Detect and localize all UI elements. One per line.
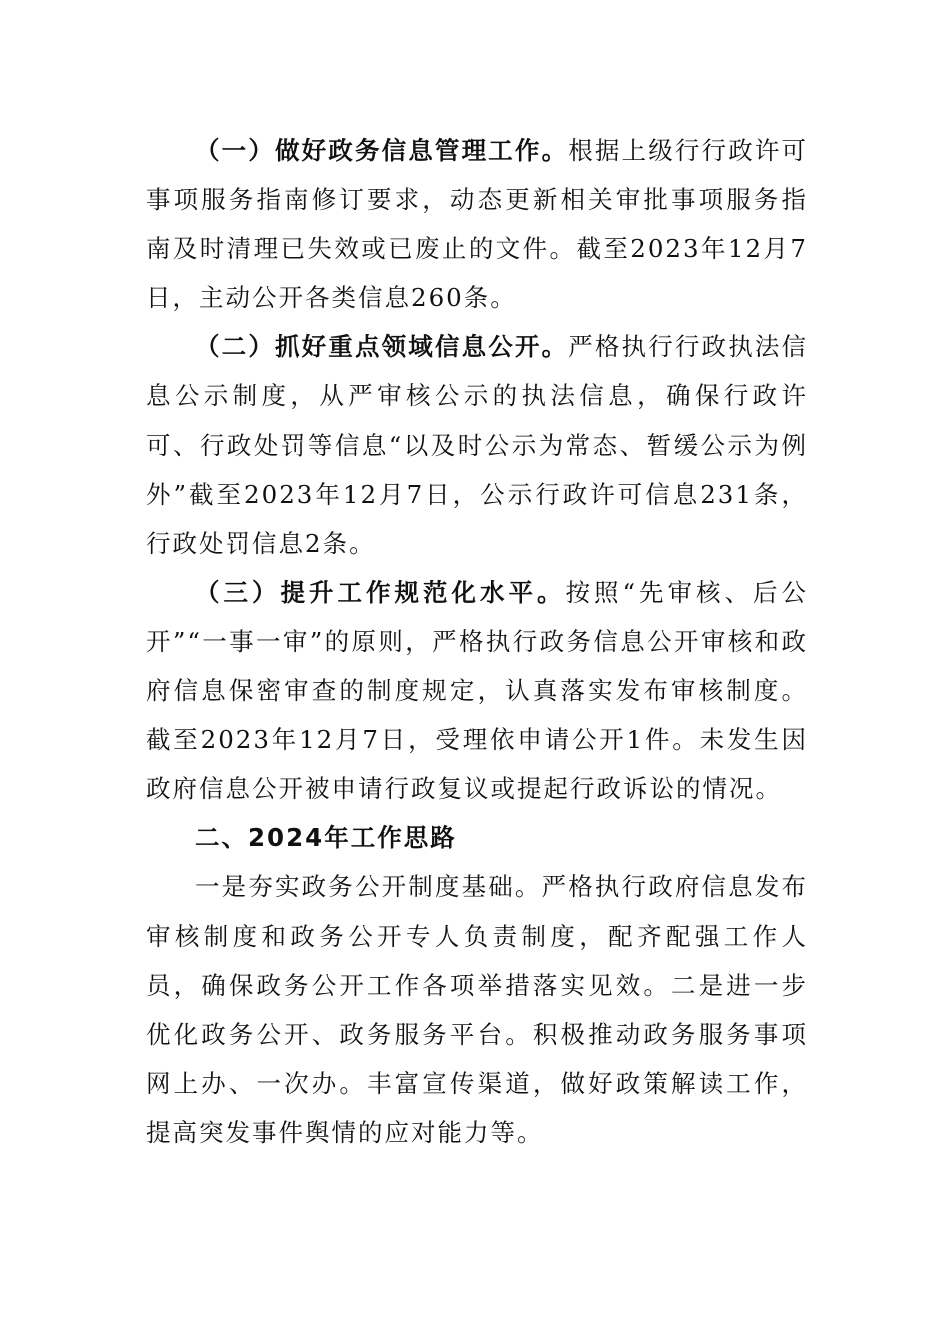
section-1 (146, 126, 808, 322)
section-1-title: （一）做好政务信息管理工作。 (195, 136, 569, 165)
section-heading-2024: 二、2024年工作思路 (195, 823, 457, 853)
section-3-title: （三）提升工作规范化水平。 (195, 577, 566, 607)
document-page (146, 126, 808, 1157)
section-2 (146, 322, 808, 567)
section-1-body: 根据上级行行政许可事项服务指南修订要求，动态更新相关审批事项服务指南及时清理已失效或已废止的文件。截至2023年12月7日，主动公开各类信息260条。 (146, 136, 809, 313)
section-2-body: 严格执行行政执法信息公示制度，从严审核公示的执法信息，确保行政许可、行政处罚等信息“以及时公示为常态、暂缓公示为例外”截至2023年12月7日，公示行政许可信息231条，行政处罚信息2条。 (146, 332, 809, 558)
section-3-body: 按照“先审核、后公开”“一事一审”的原则，严格执行政务信息公开审核和政府信息保密审查的制度规定，认真落实发布审核制度。截至2023年12月7日，受理依申请公开1件。未发生因政府信息公开被申请行政复议或提起行政诉讼的情况。 (146, 577, 808, 804)
section-3 (146, 568, 808, 813)
section-2-title: （二）抓好重点领域信息公开。 (195, 332, 569, 362)
plan-paragraph: 一是夯实政务公开制度基础。严格执行政府信息发布审核制度和政务公开专人负责制度，配齐配强工作人员，确保政务公开工作各项举措落实见效。二是进一步优化政务公开、政务服务平台。积极推动政务服务事项网上办、一次办。丰富宣传渠道，做好政策解读工作，提高突发事件舆情的应对能力等。 (146, 872, 808, 1147)
